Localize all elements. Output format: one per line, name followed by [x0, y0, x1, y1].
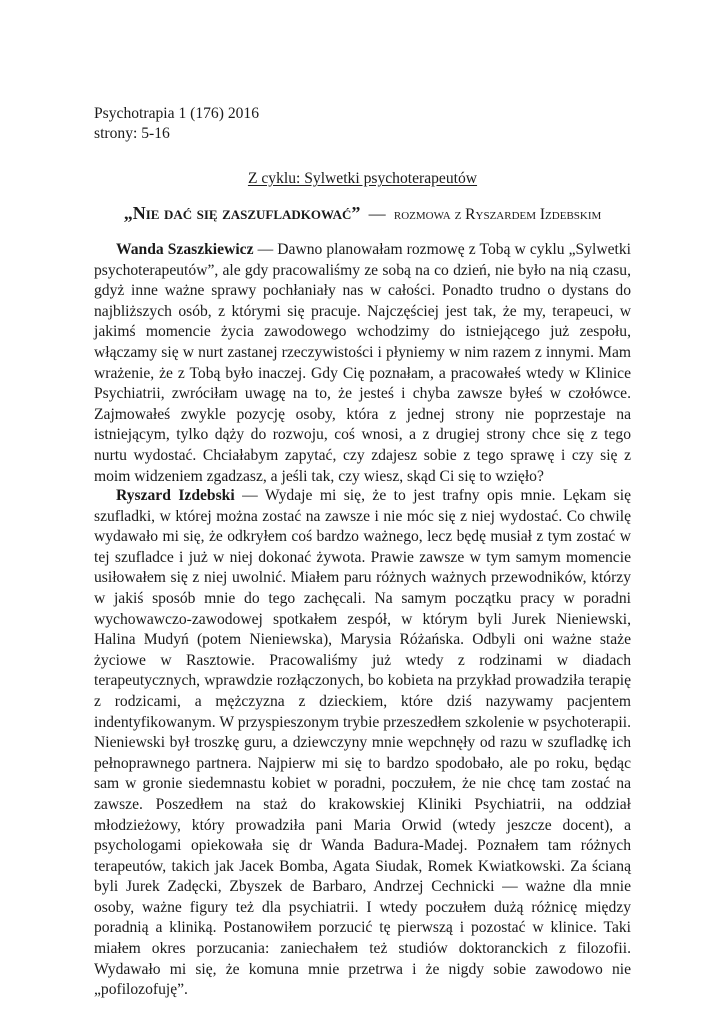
journal-info [94, 104, 259, 144]
paragraph-1 [94, 240, 631, 487]
paragraph-2 [94, 486, 631, 1001]
title-main: „Nie dać się zaszufladkować” [123, 203, 361, 223]
journal-pages: strony: 5-16 [94, 125, 170, 142]
article-title [0, 203, 725, 224]
title-dash: — [368, 204, 386, 223]
series-heading [0, 170, 725, 188]
journal-citation: Psychotrapia 1 (176) 2016 [94, 105, 260, 122]
series-label: Z cyklu: Sylwetki psychoterapeutów [247, 170, 478, 187]
paragraph-text: — Wydaje mi się, że to jest trafny opis mnie. Lękam się szufladki, w której można zostać na zawsze i nie móc się z niej wydostać. Co chwilę wydawało mi się, że odkryłem coś bardzo ważnego, lecz będę musiał z tym zostać w tej szufladce i już w niej dokonać żywota. Prawie zawsze w tym samym momencie usiłowałem się z niej uwolnić. Miałem paru różnych ważnych przewodników, którzy w jakiś sposób mnie do tego zachęcali. Na samym początku pracy w poradni wychowawczo-zawodowej spotkałem zespół, w którym byli Jurek Nieniewski, Halina Mudyń (potem Nieniewska), Marysia Różańska. Odbyli oni ważne staże życiowe w Rasztowie. Pracowaliśmy już wtedy z rodzinami w diadach terapeutycznych, wprawdzie rozłączonych, bo kobieta na przykład prowadziła terapię z rodzicami, a mężczyzna z dzieckiem, które dziś nazywamy pacjentem indentyfikowanym. W przyspieszonym trybie przeszedłem szkolenie w psychoterapii. Nieniewski był troszkę guru, a dziewczyny mnie wepchnęły od razu w szufladkę ich pełnoprawnego partnera. Najpierw mi się to bardzo spodobało, ale po roku, będąc sam w gronie siedemnastu kobiet w poradni, poczułem, że nie chcę tam zostać na zawsze. Poszedłem na staż do krakowskiej Kliniki Psychiatrii, na oddział młodzieżowy, który prowadziła pani Maria Orwid (wtedy jeszcze docent), a psychologami opiekowała się dr Wanda Badura-Madej. Poznałem tam różnych terapeutów, takich jak Jacek Bomba, Agata Siudak, Romek Kwiatkowski. Za ścianą byli Jurek Zadęcki, Zbyszek de Barbaro, Andrzej Cechnicki — ważne dla mnie osoby, ważne figury też dla psychiatrii. I wtedy poczułem dużą różnicę między poradnią a kliniką. Postanowiłem porzucić tę pierwszą i pozostać w klinice. Taki miałem okres porzucania: zaniechałem też studiów doktoranckich z filozofii. Wydawało mi się, że komuna mnie przetrwa i że nigdy sobie zawodowo nie „pofilozofuję”. [94, 487, 632, 999]
title-subtitle: rozmowa z Ryszardem Izdebskim [393, 206, 602, 223]
speaker-name: Ryszard Izdebski [116, 487, 235, 504]
paragraph-text: — Dawno planowałam rozmowę z Tobą w cyklu „Sylwetki psychoterapeutów”, ale gdy pracowaliśmy ze sobą na co dzień, nie było na nią czasu, gdyż inne ważne sprawy pochłaniały nas w całości. Ponadto trudno o dystans do najbliższych osób, z którymi się pracuje. Najczęściej jest tak, że my, terapeuci, w jakimś momencie życia zawodowego wchodzimy do istniejącego już zespołu, włączamy się w nurt zastanej rzeczywistości i płyniemy w nim razem z innymi. Mam wrażenie, że z Tobą było inaczej. Gdy Cię poznałam, a pracowałeś wtedy w Klinice Psychiatrii, zwróciłam uwagę na to, że jesteś i chyba zawsze byłeś w czołówce. Zajmowałeś zwykle pozycję osoby, która z jednej strony nie poprzestaje na istniejącym, tylko dąży do rozwoju, coś wnosi, a z drugiej strony chce się z tego nurtu wydostać. Chciałabym zapytać, czy zdajesz sobie z tego sprawę i czy się z moim widzeniem zgadzasz, a jeśli tak, czy wiesz, skąd Ci się to wzięło? [94, 241, 631, 485]
speaker-name: Wanda Szaszkiewicz [116, 241, 254, 258]
